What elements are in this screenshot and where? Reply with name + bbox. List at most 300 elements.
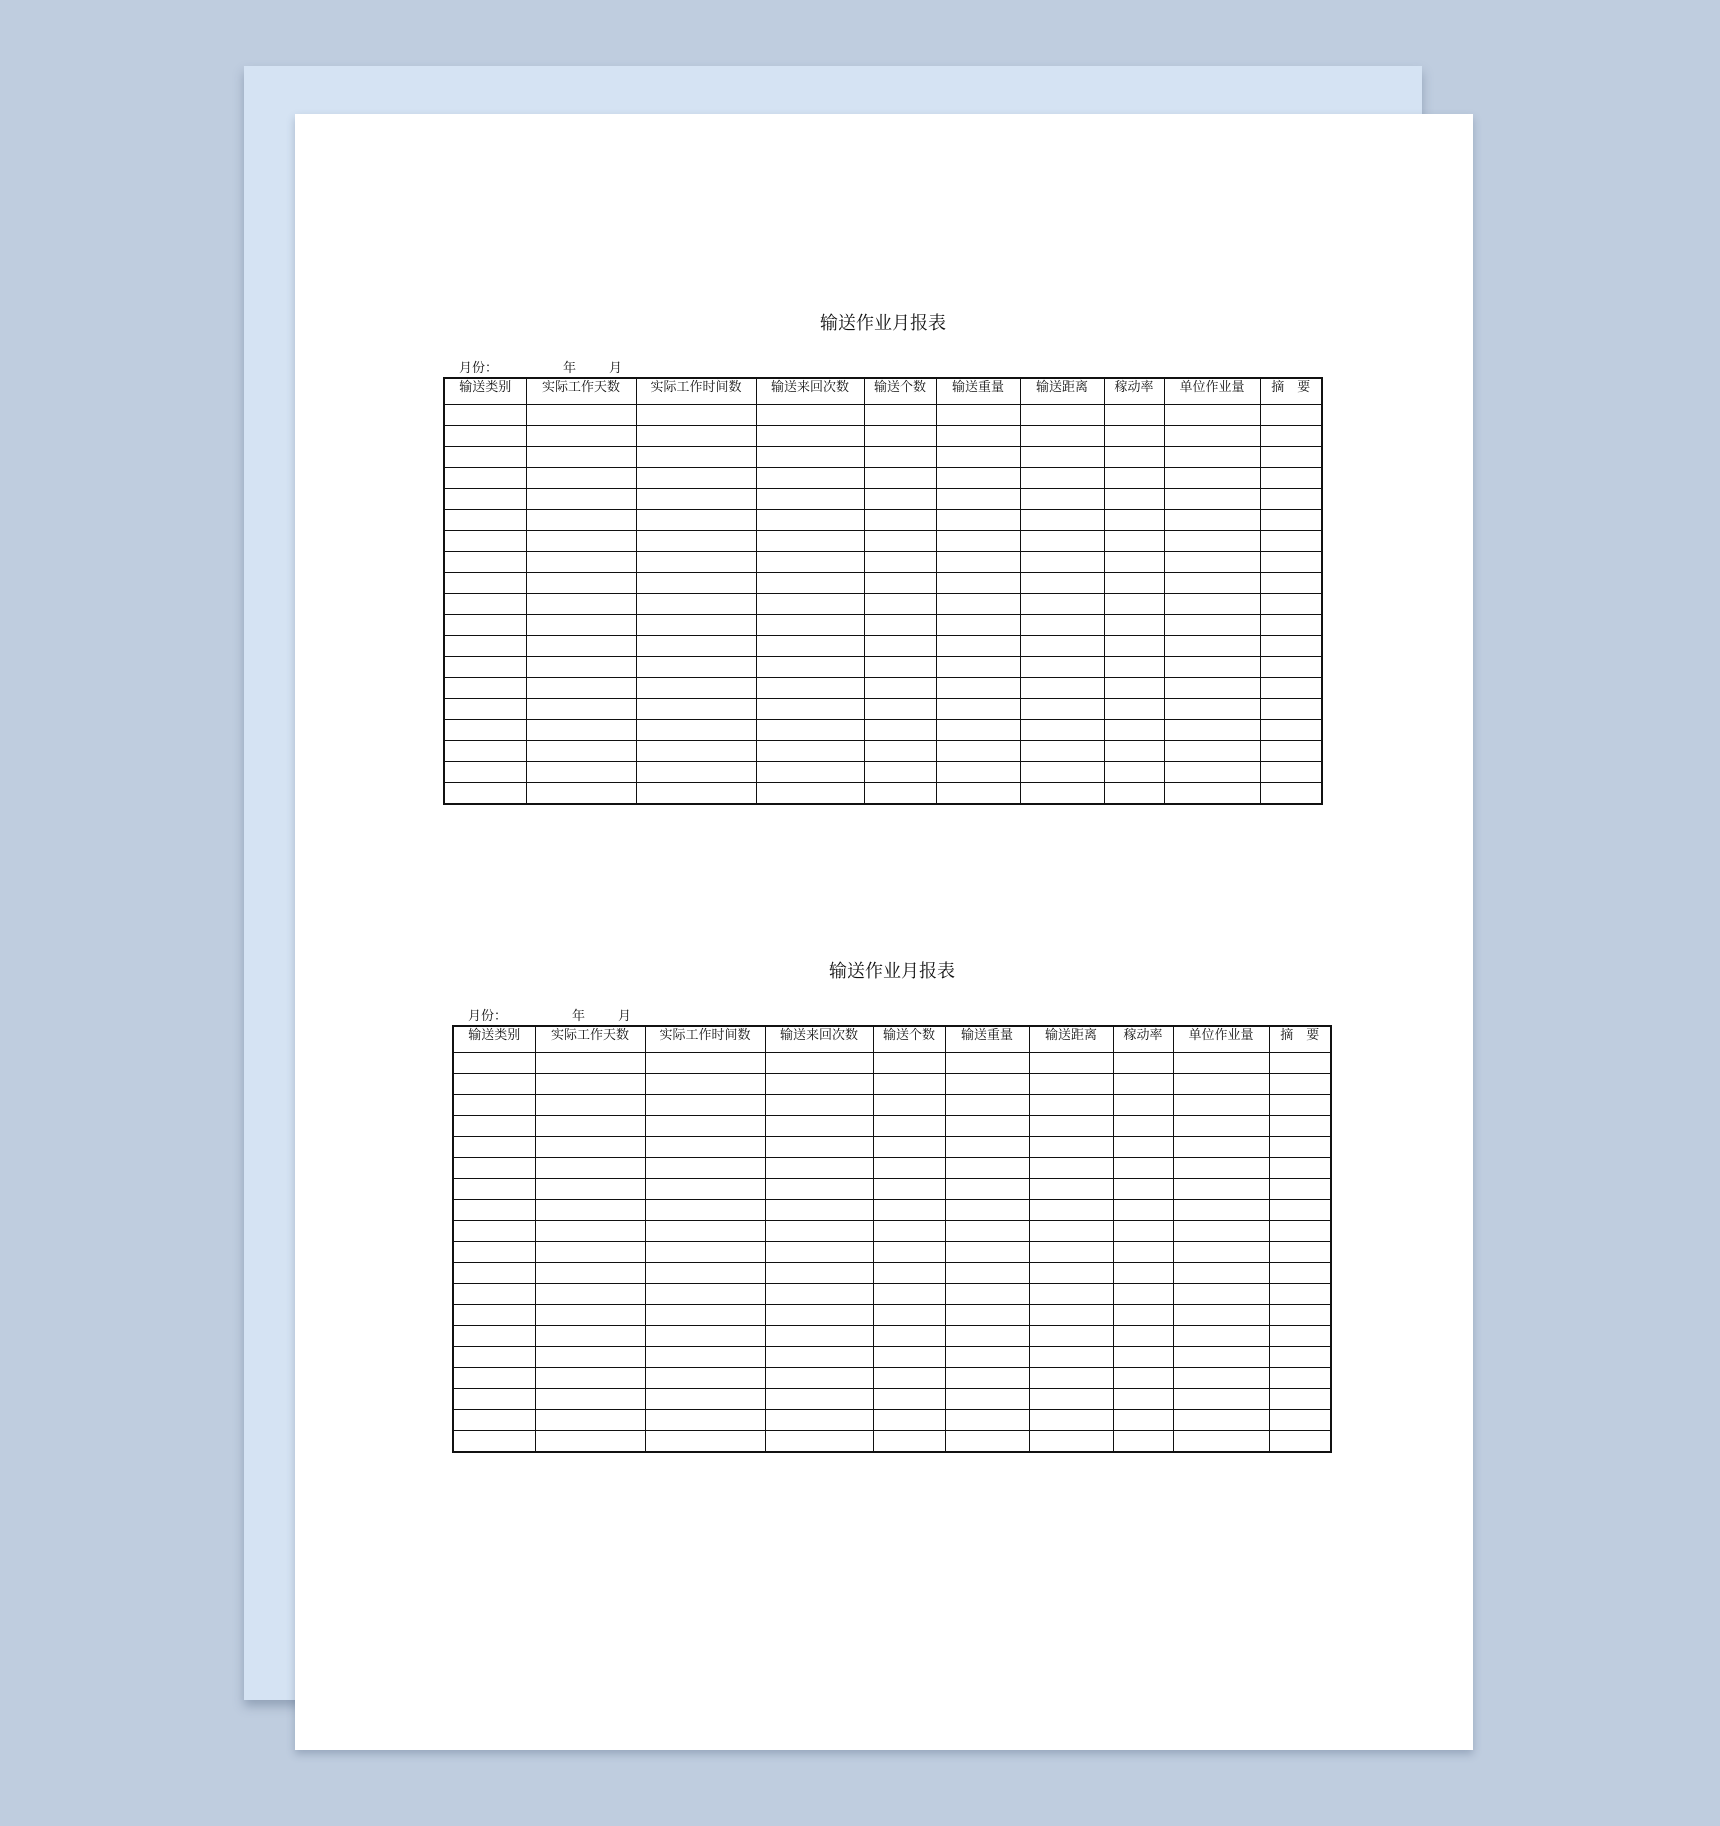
table-cell[interactable] <box>453 1431 535 1453</box>
table-cell[interactable] <box>444 720 526 741</box>
table-cell[interactable] <box>1104 468 1164 489</box>
table-cell[interactable] <box>1020 783 1104 805</box>
table-cell[interactable] <box>765 1074 873 1095</box>
table-cell[interactable] <box>1164 510 1260 531</box>
table-cell[interactable] <box>1113 1137 1173 1158</box>
table-cell[interactable] <box>1260 531 1322 552</box>
table-cell[interactable] <box>765 1305 873 1326</box>
table-cell[interactable] <box>645 1242 765 1263</box>
table-cell[interactable] <box>864 741 936 762</box>
table-cell[interactable] <box>1164 699 1260 720</box>
table-cell[interactable] <box>636 699 756 720</box>
table-cell[interactable] <box>1164 594 1260 615</box>
table-cell[interactable] <box>945 1410 1029 1431</box>
table-cell[interactable] <box>1020 447 1104 468</box>
table-cell[interactable] <box>645 1116 765 1137</box>
table-cell[interactable] <box>1029 1326 1113 1347</box>
table-cell[interactable] <box>453 1284 535 1305</box>
table-cell[interactable] <box>636 615 756 636</box>
table-cell[interactable] <box>645 1389 765 1410</box>
table-cell[interactable] <box>1164 489 1260 510</box>
table-cell[interactable] <box>1260 678 1322 699</box>
table-cell[interactable] <box>1029 1095 1113 1116</box>
table-cell[interactable] <box>1104 426 1164 447</box>
table-cell[interactable] <box>453 1053 535 1074</box>
table-cell[interactable] <box>1104 741 1164 762</box>
table-cell[interactable] <box>636 762 756 783</box>
table-cell[interactable] <box>535 1242 645 1263</box>
table-cell[interactable] <box>636 510 756 531</box>
table-cell[interactable] <box>636 489 756 510</box>
table-cell[interactable] <box>526 615 636 636</box>
table-cell[interactable] <box>1104 678 1164 699</box>
table-cell[interactable] <box>864 720 936 741</box>
table-cell[interactable] <box>444 657 526 678</box>
table-cell[interactable] <box>945 1200 1029 1221</box>
table-cell[interactable] <box>945 1368 1029 1389</box>
table-cell[interactable] <box>535 1053 645 1074</box>
table-cell[interactable] <box>1269 1326 1331 1347</box>
table-cell[interactable] <box>1113 1368 1173 1389</box>
table-cell[interactable] <box>535 1221 645 1242</box>
table-cell[interactable] <box>765 1284 873 1305</box>
table-cell[interactable] <box>535 1347 645 1368</box>
table-cell[interactable] <box>1164 615 1260 636</box>
table-cell[interactable] <box>1113 1263 1173 1284</box>
table-cell[interactable] <box>765 1158 873 1179</box>
table-cell[interactable] <box>1269 1305 1331 1326</box>
table-cell[interactable] <box>1029 1242 1113 1263</box>
table-cell[interactable] <box>1260 426 1322 447</box>
table-cell[interactable] <box>1269 1284 1331 1305</box>
table-cell[interactable] <box>453 1347 535 1368</box>
table-cell[interactable] <box>1164 636 1260 657</box>
table-cell[interactable] <box>535 1431 645 1453</box>
table-cell[interactable] <box>1113 1053 1173 1074</box>
table-cell[interactable] <box>645 1221 765 1242</box>
table-cell[interactable] <box>526 636 636 657</box>
table-cell[interactable] <box>864 657 936 678</box>
table-cell[interactable] <box>645 1137 765 1158</box>
table-cell[interactable] <box>873 1431 945 1453</box>
table-cell[interactable] <box>535 1263 645 1284</box>
table-cell[interactable] <box>1269 1179 1331 1200</box>
table-cell[interactable] <box>936 762 1020 783</box>
table-cell[interactable] <box>444 552 526 573</box>
table-cell[interactable] <box>873 1347 945 1368</box>
table-cell[interactable] <box>936 468 1020 489</box>
table-cell[interactable] <box>1173 1326 1269 1347</box>
table-cell[interactable] <box>936 741 1020 762</box>
table-cell[interactable] <box>936 489 1020 510</box>
table-cell[interactable] <box>526 405 636 426</box>
table-cell[interactable] <box>526 678 636 699</box>
table-cell[interactable] <box>1269 1074 1331 1095</box>
table-cell[interactable] <box>1029 1284 1113 1305</box>
table-cell[interactable] <box>535 1326 645 1347</box>
table-cell[interactable] <box>1164 573 1260 594</box>
table-cell[interactable] <box>756 699 864 720</box>
table-cell[interactable] <box>873 1368 945 1389</box>
table-cell[interactable] <box>864 573 936 594</box>
table-cell[interactable] <box>1029 1368 1113 1389</box>
table-cell[interactable] <box>636 426 756 447</box>
table-cell[interactable] <box>1029 1179 1113 1200</box>
table-cell[interactable] <box>636 657 756 678</box>
table-cell[interactable] <box>1260 468 1322 489</box>
table-cell[interactable] <box>444 636 526 657</box>
table-cell[interactable] <box>1104 531 1164 552</box>
table-cell[interactable] <box>1260 489 1322 510</box>
table-cell[interactable] <box>873 1158 945 1179</box>
table-cell[interactable] <box>1173 1347 1269 1368</box>
table-cell[interactable] <box>1104 657 1164 678</box>
table-cell[interactable] <box>864 426 936 447</box>
table-cell[interactable] <box>936 573 1020 594</box>
table-cell[interactable] <box>636 636 756 657</box>
table-cell[interactable] <box>1113 1284 1173 1305</box>
table-cell[interactable] <box>765 1410 873 1431</box>
table-cell[interactable] <box>756 426 864 447</box>
table-cell[interactable] <box>765 1221 873 1242</box>
table-cell[interactable] <box>526 657 636 678</box>
table-cell[interactable] <box>1260 636 1322 657</box>
table-cell[interactable] <box>535 1389 645 1410</box>
table-cell[interactable] <box>1164 783 1260 805</box>
table-cell[interactable] <box>756 741 864 762</box>
table-cell[interactable] <box>1029 1053 1113 1074</box>
table-cell[interactable] <box>636 594 756 615</box>
table-cell[interactable] <box>1164 468 1260 489</box>
table-cell[interactable] <box>1173 1137 1269 1158</box>
table-cell[interactable] <box>645 1431 765 1453</box>
table-cell[interactable] <box>1029 1158 1113 1179</box>
table-cell[interactable] <box>1164 741 1260 762</box>
table-cell[interactable] <box>535 1305 645 1326</box>
table-cell[interactable] <box>936 510 1020 531</box>
table-cell[interactable] <box>1104 699 1164 720</box>
table-cell[interactable] <box>645 1410 765 1431</box>
table-cell[interactable] <box>1113 1200 1173 1221</box>
table-cell[interactable] <box>526 594 636 615</box>
table-cell[interactable] <box>453 1116 535 1137</box>
table-cell[interactable] <box>1173 1221 1269 1242</box>
table-cell[interactable] <box>1260 783 1322 805</box>
table-cell[interactable] <box>756 552 864 573</box>
table-cell[interactable] <box>936 552 1020 573</box>
table-cell[interactable] <box>756 447 864 468</box>
table-cell[interactable] <box>756 720 864 741</box>
table-cell[interactable] <box>444 405 526 426</box>
table-cell[interactable] <box>645 1284 765 1305</box>
table-cell[interactable] <box>945 1284 1029 1305</box>
table-cell[interactable] <box>1269 1221 1331 1242</box>
table-cell[interactable] <box>453 1200 535 1221</box>
table-cell[interactable] <box>535 1179 645 1200</box>
table-cell[interactable] <box>945 1221 1029 1242</box>
table-cell[interactable] <box>765 1179 873 1200</box>
table-cell[interactable] <box>765 1137 873 1158</box>
table-cell[interactable] <box>1020 636 1104 657</box>
table-cell[interactable] <box>1173 1305 1269 1326</box>
table-cell[interactable] <box>864 594 936 615</box>
table-cell[interactable] <box>1104 552 1164 573</box>
table-cell[interactable] <box>453 1410 535 1431</box>
table-cell[interactable] <box>1113 1410 1173 1431</box>
table-cell[interactable] <box>1020 468 1104 489</box>
table-cell[interactable] <box>936 720 1020 741</box>
table-cell[interactable] <box>1260 720 1322 741</box>
table-cell[interactable] <box>1164 657 1260 678</box>
table-cell[interactable] <box>1104 762 1164 783</box>
table-cell[interactable] <box>1020 615 1104 636</box>
table-cell[interactable] <box>945 1074 1029 1095</box>
table-cell[interactable] <box>1113 1347 1173 1368</box>
table-cell[interactable] <box>1269 1410 1331 1431</box>
table-cell[interactable] <box>1104 573 1164 594</box>
table-cell[interactable] <box>1020 552 1104 573</box>
table-cell[interactable] <box>1029 1263 1113 1284</box>
table-cell[interactable] <box>535 1116 645 1137</box>
table-cell[interactable] <box>636 531 756 552</box>
table-cell[interactable] <box>936 426 1020 447</box>
table-cell[interactable] <box>756 531 864 552</box>
table-cell[interactable] <box>936 783 1020 805</box>
table-cell[interactable] <box>1113 1116 1173 1137</box>
table-cell[interactable] <box>945 1326 1029 1347</box>
table-cell[interactable] <box>1269 1137 1331 1158</box>
table-cell[interactable] <box>1020 657 1104 678</box>
table-cell[interactable] <box>765 1053 873 1074</box>
table-cell[interactable] <box>1173 1410 1269 1431</box>
table-cell[interactable] <box>1113 1326 1173 1347</box>
table-cell[interactable] <box>526 489 636 510</box>
table-cell[interactable] <box>945 1053 1029 1074</box>
table-cell[interactable] <box>1113 1431 1173 1453</box>
table-cell[interactable] <box>1164 531 1260 552</box>
table-cell[interactable] <box>1104 720 1164 741</box>
table-cell[interactable] <box>765 1242 873 1263</box>
table-cell[interactable] <box>645 1263 765 1284</box>
table-cell[interactable] <box>1113 1389 1173 1410</box>
table-cell[interactable] <box>444 678 526 699</box>
table-cell[interactable] <box>1113 1095 1173 1116</box>
table-cell[interactable] <box>444 741 526 762</box>
table-cell[interactable] <box>1020 489 1104 510</box>
table-cell[interactable] <box>945 1263 1029 1284</box>
table-cell[interactable] <box>444 615 526 636</box>
table-cell[interactable] <box>1173 1368 1269 1389</box>
table-cell[interactable] <box>1173 1095 1269 1116</box>
table-cell[interactable] <box>936 405 1020 426</box>
table-cell[interactable] <box>1173 1200 1269 1221</box>
table-cell[interactable] <box>1269 1389 1331 1410</box>
table-cell[interactable] <box>1260 741 1322 762</box>
table-cell[interactable] <box>636 678 756 699</box>
table-cell[interactable] <box>645 1347 765 1368</box>
table-cell[interactable] <box>765 1368 873 1389</box>
table-cell[interactable] <box>535 1158 645 1179</box>
table-cell[interactable] <box>1260 762 1322 783</box>
table-cell[interactable] <box>936 636 1020 657</box>
table-cell[interactable] <box>1269 1431 1331 1453</box>
table-cell[interactable] <box>945 1305 1029 1326</box>
table-cell[interactable] <box>1020 510 1104 531</box>
table-cell[interactable] <box>1113 1305 1173 1326</box>
table-cell[interactable] <box>526 741 636 762</box>
table-cell[interactable] <box>535 1200 645 1221</box>
table-cell[interactable] <box>765 1431 873 1453</box>
table-cell[interactable] <box>1020 678 1104 699</box>
table-cell[interactable] <box>756 405 864 426</box>
table-cell[interactable] <box>1164 762 1260 783</box>
table-cell[interactable] <box>453 1326 535 1347</box>
table-cell[interactable] <box>1164 426 1260 447</box>
table-cell[interactable] <box>945 1095 1029 1116</box>
table-cell[interactable] <box>526 552 636 573</box>
table-cell[interactable] <box>765 1200 873 1221</box>
table-cell[interactable] <box>765 1263 873 1284</box>
table-cell[interactable] <box>864 447 936 468</box>
table-cell[interactable] <box>1173 1158 1269 1179</box>
table-cell[interactable] <box>1029 1389 1113 1410</box>
table-cell[interactable] <box>873 1074 945 1095</box>
table-cell[interactable] <box>873 1263 945 1284</box>
table-cell[interactable] <box>645 1305 765 1326</box>
table-cell[interactable] <box>1113 1179 1173 1200</box>
table-cell[interactable] <box>535 1368 645 1389</box>
table-cell[interactable] <box>1269 1095 1331 1116</box>
table-cell[interactable] <box>1173 1263 1269 1284</box>
table-cell[interactable] <box>1164 678 1260 699</box>
table-cell[interactable] <box>444 573 526 594</box>
table-cell[interactable] <box>1260 699 1322 720</box>
table-cell[interactable] <box>535 1074 645 1095</box>
table-cell[interactable] <box>1029 1116 1113 1137</box>
table-cell[interactable] <box>945 1179 1029 1200</box>
table-cell[interactable] <box>1173 1431 1269 1453</box>
table-cell[interactable] <box>636 447 756 468</box>
table-cell[interactable] <box>765 1326 873 1347</box>
table-cell[interactable] <box>864 636 936 657</box>
table-cell[interactable] <box>864 531 936 552</box>
table-cell[interactable] <box>444 447 526 468</box>
table-cell[interactable] <box>936 615 1020 636</box>
table-cell[interactable] <box>453 1095 535 1116</box>
table-cell[interactable] <box>1164 447 1260 468</box>
table-cell[interactable] <box>636 573 756 594</box>
table-cell[interactable] <box>1260 573 1322 594</box>
table-cell[interactable] <box>1104 636 1164 657</box>
table-cell[interactable] <box>1020 741 1104 762</box>
table-cell[interactable] <box>1113 1242 1173 1263</box>
table-cell[interactable] <box>1029 1431 1113 1453</box>
table-cell[interactable] <box>526 720 636 741</box>
table-cell[interactable] <box>453 1179 535 1200</box>
table-cell[interactable] <box>864 405 936 426</box>
table-cell[interactable] <box>1020 531 1104 552</box>
table-cell[interactable] <box>1029 1137 1113 1158</box>
table-cell[interactable] <box>864 510 936 531</box>
table-cell[interactable] <box>453 1221 535 1242</box>
table-cell[interactable] <box>873 1389 945 1410</box>
table-cell[interactable] <box>873 1242 945 1263</box>
table-cell[interactable] <box>864 552 936 573</box>
table-cell[interactable] <box>444 468 526 489</box>
table-cell[interactable] <box>1269 1347 1331 1368</box>
table-cell[interactable] <box>873 1137 945 1158</box>
table-cell[interactable] <box>1104 510 1164 531</box>
table-cell[interactable] <box>873 1305 945 1326</box>
table-cell[interactable] <box>756 636 864 657</box>
table-cell[interactable] <box>535 1410 645 1431</box>
table-cell[interactable] <box>636 405 756 426</box>
table-cell[interactable] <box>444 426 526 447</box>
table-cell[interactable] <box>453 1074 535 1095</box>
table-cell[interactable] <box>1104 783 1164 805</box>
table-cell[interactable] <box>765 1095 873 1116</box>
table-cell[interactable] <box>864 468 936 489</box>
table-cell[interactable] <box>945 1242 1029 1263</box>
table-cell[interactable] <box>1269 1242 1331 1263</box>
table-cell[interactable] <box>1269 1368 1331 1389</box>
table-cell[interactable] <box>526 468 636 489</box>
table-cell[interactable] <box>1020 573 1104 594</box>
table-cell[interactable] <box>756 510 864 531</box>
table-cell[interactable] <box>526 510 636 531</box>
table-cell[interactable] <box>453 1158 535 1179</box>
table-cell[interactable] <box>1020 699 1104 720</box>
table-cell[interactable] <box>1164 405 1260 426</box>
table-cell[interactable] <box>1260 552 1322 573</box>
table-cell[interactable] <box>444 510 526 531</box>
table-cell[interactable] <box>756 783 864 805</box>
table-cell[interactable] <box>535 1284 645 1305</box>
table-cell[interactable] <box>526 699 636 720</box>
table-cell[interactable] <box>873 1326 945 1347</box>
table-cell[interactable] <box>756 678 864 699</box>
table-cell[interactable] <box>444 762 526 783</box>
table-cell[interactable] <box>873 1284 945 1305</box>
table-cell[interactable] <box>1260 510 1322 531</box>
table-cell[interactable] <box>756 615 864 636</box>
table-cell[interactable] <box>535 1137 645 1158</box>
table-cell[interactable] <box>873 1410 945 1431</box>
table-cell[interactable] <box>873 1116 945 1137</box>
table-cell[interactable] <box>945 1389 1029 1410</box>
table-cell[interactable] <box>636 720 756 741</box>
table-cell[interactable] <box>636 783 756 805</box>
table-cell[interactable] <box>645 1326 765 1347</box>
table-cell[interactable] <box>864 615 936 636</box>
table-cell[interactable] <box>1164 720 1260 741</box>
table-cell[interactable] <box>756 489 864 510</box>
table-cell[interactable] <box>765 1389 873 1410</box>
table-cell[interactable] <box>1269 1200 1331 1221</box>
table-cell[interactable] <box>765 1116 873 1137</box>
table-cell[interactable] <box>645 1368 765 1389</box>
table-cell[interactable] <box>1020 720 1104 741</box>
table-cell[interactable] <box>936 699 1020 720</box>
table-cell[interactable] <box>1029 1074 1113 1095</box>
table-cell[interactable] <box>636 468 756 489</box>
table-cell[interactable] <box>1260 594 1322 615</box>
table-cell[interactable] <box>535 1095 645 1116</box>
table-cell[interactable] <box>1269 1053 1331 1074</box>
table-cell[interactable] <box>756 573 864 594</box>
table-cell[interactable] <box>453 1137 535 1158</box>
table-cell[interactable] <box>526 762 636 783</box>
